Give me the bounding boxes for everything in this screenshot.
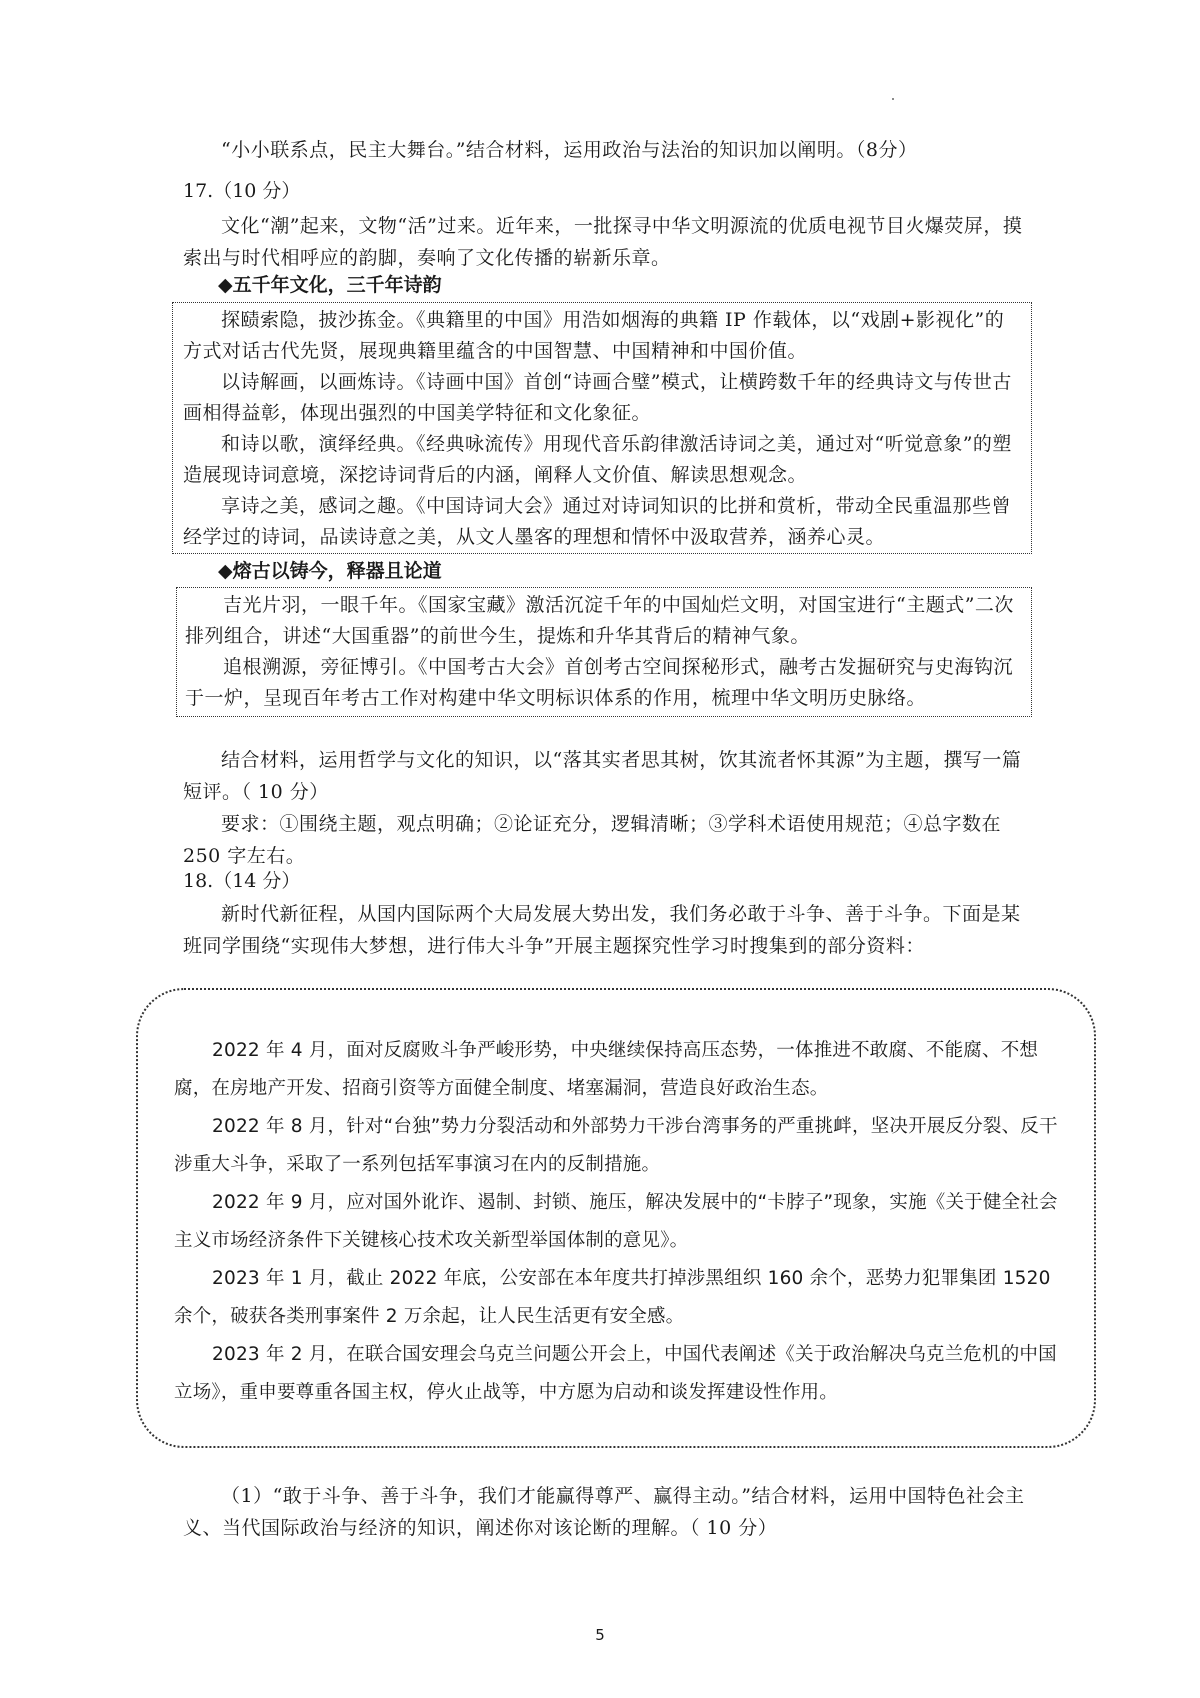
q16-question-tail: “小小联系点，民主大舞台。”结合材料，运用政治与法治的知识加以阐明。（8分）: [221, 139, 918, 161]
q17-section1-heading: ◆五千年文化，三千年诗韵: [218, 274, 442, 296]
q18-material-box: [136, 988, 1096, 1448]
q18-intro: 新时代新征程，从国内国际两个大局发展大势出发，我们务必敢于斗争、善于斗争。下面是某班同学围绕“实现伟大梦想，进行伟大斗争”开展主题探究性学习时搜集到的部分资料：: [183, 903, 1021, 957]
material-paragraph: 2022 年 8 月，针对“台独”势力分裂活动和外部势力干涉台湾事务的严重挑衅，坚决开展反分裂、反干涉重大斗争，采取了一系列包括军事演习在内的反制措施。: [174, 1116, 1058, 1175]
scan-speck: [892, 98, 894, 100]
q17-material-box-1: [172, 302, 1032, 554]
material-paragraph: 2023 年 2 月，在联合国安理会乌克兰问题公开会上，中国代表阐述《关于政治解决乌克兰危机的中国立场》，重申要尊重各国主权，停火止战等，中方愿为启动和谈发挥建设性作用。: [174, 1344, 1057, 1403]
q17-number: 17.（10 分）: [183, 180, 301, 202]
material-paragraph: 2022 年 9 月，应对国外讹诈、遏制、封锁、施压，解决发展中的“卡脖子”现象，实施《关于健全社会主义市场经济条件下关键核心技术攻关新型举国体制的意见》。: [174, 1192, 1058, 1251]
q17-intro: 文化“潮”起来，文物“活”过来。近年来，一批探寻中华文明源流的优质电视节目火爆荧屏，摸索出与时代相呼应的韵脚，奏响了文化传播的崭新乐章。: [183, 215, 1023, 269]
q18-sub-question-1: （1）“敢于斗争、善于斗争，我们才能赢得尊严、赢得主动。”结合材料，运用中国特色社会主义、当代国际政治与经济的知识，阐述你对该论断的理解。（ 10 分）: [183, 1485, 1025, 1539]
material-paragraph: 享诗之美，感词之趣。《中国诗词大会》通过对诗词知识的比拼和赏析，带动全民重温那些曾经学过的诗词，品读诗意之美，从文人墨客的理想和情怀中汲取营养，涵养心灵。: [183, 495, 1012, 548]
q17-task: 结合材料，运用哲学与文化的知识，以“落其实者思其树，饮其流者怀其源”为主题，撰写一篇短评。（ 10 分）: [183, 749, 1022, 803]
q17-requirement: 要求：①围绕主题，观点明确；②论证充分，逻辑清晰；③学科术语使用规范；④总字数在 250 字左右。: [183, 813, 1002, 867]
material-paragraph: 以诗解画，以画炼诗。《诗画中国》首创“诗画合璧”模式，让横跨数千年的经典诗文与传世古画相得益彰，体现出强烈的中国美学特征和文化象征。: [183, 371, 1012, 424]
material-paragraph: 吉光片羽，一眼千年。《国家宝藏》激活沉淀千年的中国灿烂文明，对国宝进行“主题式”二次排列组合，讲述“大国重器”的前世今生，提炼和升华其背后的精神气象。: [185, 594, 1014, 647]
material-paragraph: 探赜索隐，披沙拣金。《典籍里的中国》用浩如烟海的典籍 IP 作载体，以“戏剧+影视化”的方式对话古代先贤，展现典籍里蕴含的中国智慧、中国精神和中国价值。: [183, 309, 1005, 362]
q18-number: 18.（14 分）: [183, 870, 301, 892]
material-paragraph: 和诗以歌，演绎经典。《经典咏流传》用现代音乐韵律激活诗词之美，通过对“听觉意象”的塑造展现诗词意境，深挖诗词背后的内涵，阐释人文价值、解读思想观念。: [183, 433, 1012, 486]
material-paragraph: 2023 年 1 月，截止 2022 年底，公安部在本年度共打掉涉黑组织 160 余个，恶势力犯罪集团 1520 余个，破获各类刑事案件 2 万余起，让人民生活更有安全感。: [174, 1268, 1051, 1327]
material-paragraph: 2022 年 4 月，面对反腐败斗争严峻形势，中央继续保持高压态势，一体推进不敢腐、不能腐、不想腐，在房地产开发、招商引资等方面健全制度、堵塞漏洞，营造良好政治生态。: [174, 1040, 1039, 1099]
page-number: 5: [595, 1626, 605, 1644]
material-paragraph: 追根溯源，旁征博引。《中国考古大会》首创考古空间探秘形式，融考古发掘研究与史海钩沉于一炉，呈现百年考古工作对构建中华文明标识体系的作用，梳理中华文明历史脉络。: [185, 656, 1014, 709]
q17-material-box-2: [176, 587, 1032, 717]
q17-section2-heading: ◆熔古以铸今，释器且论道: [218, 560, 442, 582]
